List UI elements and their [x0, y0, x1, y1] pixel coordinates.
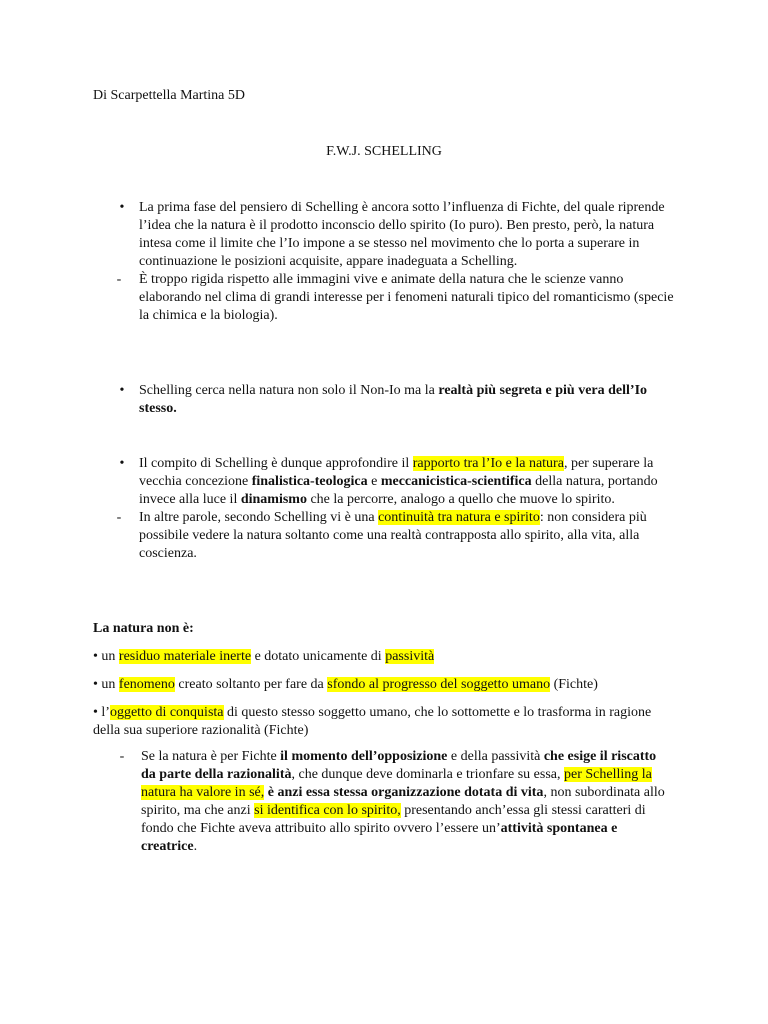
dash-marker: -: [119, 749, 125, 764]
text-run: creato soltanto per fare da: [174, 677, 328, 692]
highlighted-phrase: fenomeno: [118, 677, 175, 692]
bullet-marker: •: [119, 456, 125, 471]
dash-item: [93, 748, 671, 856]
text-run: della natura, portando invece alla luce il: [139, 474, 658, 507]
author-line: Di Scarpettella Martina 5D: [93, 88, 246, 103]
bullet-item: [93, 382, 683, 418]
list-item: [93, 704, 673, 740]
text-run: In altre parole, secondo Schelling vi è una: [139, 510, 379, 525]
bold-phrase: finalistica-teologica: [251, 474, 368, 489]
bullet-text: La prima fase del pensiero di Schelling è ancora sotto l’influenza di Fichte, del quale riprende l’idea che la natura è il prodotto inconscio dello spirito (Io puro). Ben presto, però, la natura intesa come il limite che l’Io impone a se stesso nel movimento che lo porta a superare in continuazione le posizioni acquisite, appare inadeguata a Schelling.: [139, 200, 665, 269]
section-natura: [93, 620, 673, 856]
highlighted-phrase: residuo materiale inerte: [118, 649, 252, 664]
text-run: .: [193, 839, 198, 854]
text-run: Il compito di Schelling è dunque approfondire il: [139, 456, 413, 471]
bold-phrase: il momento dell’opposizione: [280, 749, 448, 764]
text-run: • un: [93, 677, 119, 692]
text-run: e della passività: [447, 749, 544, 764]
bold-phrase: attività spontanea e creatrice: [141, 821, 618, 854]
bullet-block-3: [93, 455, 683, 563]
text-run: (Fichte): [550, 677, 598, 692]
highlighted-phrase: oggetto di conquista: [109, 705, 224, 720]
text-run: , che dunque deve dominarla e trionfare su essa,: [291, 767, 565, 782]
highlighted-phrase: passività: [385, 649, 435, 664]
bullet-text: Schelling cerca nella natura non solo il Non-Io ma la: [139, 383, 439, 398]
dash-marker: -: [116, 272, 122, 287]
text-run: • l’: [93, 705, 110, 720]
highlighted-phrase: per Schelling la natura ha valore in sé,: [141, 767, 652, 800]
document-title: F.W.J. SCHELLING: [326, 144, 442, 159]
text-run: e dotato unicamente di: [251, 649, 386, 664]
highlighted-phrase: continuità tra natura e spirito: [378, 510, 540, 525]
highlighted-phrase: sfondo al progresso del soggetto umano: [327, 677, 551, 692]
dash-item: [93, 271, 683, 325]
bullet-marker: •: [119, 200, 125, 215]
bold-phrase: dinamismo: [240, 492, 307, 507]
text-run: di questo stesso soggetto umano, che lo sottomette e lo trasforma in ragione della sua superiore razionalità (Fichte): [93, 705, 652, 738]
text-run: • un: [93, 649, 119, 664]
highlighted-phrase: si identifica con lo spirito,: [254, 803, 401, 818]
highlighted-phrase: rapporto tra l’Io e la natura: [412, 456, 564, 471]
text-run: e: [367, 474, 381, 489]
bullet-item: [93, 199, 683, 271]
section-heading: La natura non è:: [93, 621, 194, 636]
bold-phrase: è anzi essa stessa organizzazione dotata di vita: [267, 785, 544, 800]
text-run: presentando anch’essa gli stessi caratteri di fondo che Fichte aveva attribuito allo spirito ovvero l’essere un’: [141, 803, 646, 836]
text-run: , per superare la vecchia concezione: [139, 456, 654, 489]
bold-phrase: meccanicistica-scientifica: [380, 474, 532, 489]
bold-phrase: che esige il riscatto da parte della razionalità: [141, 749, 657, 782]
text-run: , non subordinata allo spirito, ma che anzi: [141, 785, 665, 818]
dash-item: [93, 509, 683, 563]
bullet-marker: •: [119, 383, 125, 398]
text-run: : non considera più possibile vedere la natura soltanto come una realtà contrapposta allo spirito, alla vita, alla coscienza.: [139, 510, 647, 561]
dash-text: È troppo rigida rispetto alle immagini vive e animate della natura che le scienze vanno elaborando nel clima di grandi interesse per i fenomeni naturali tipico del romanticismo (specie la chimica e la biologia).: [139, 272, 674, 323]
list-item: [93, 676, 673, 694]
bullet-block-1: [93, 199, 683, 325]
dash-marker: -: [116, 510, 122, 525]
list-item: [93, 648, 673, 666]
bullet-block-2: [93, 382, 683, 418]
bold-phrase: realtà più segreta e più vera dell’Io stesso.: [139, 383, 648, 416]
text-run: Se la natura è per Fichte: [141, 749, 281, 764]
bullet-item: [93, 455, 683, 509]
text-run: che la percorre, analogo a quello che muove lo spirito.: [306, 492, 615, 507]
